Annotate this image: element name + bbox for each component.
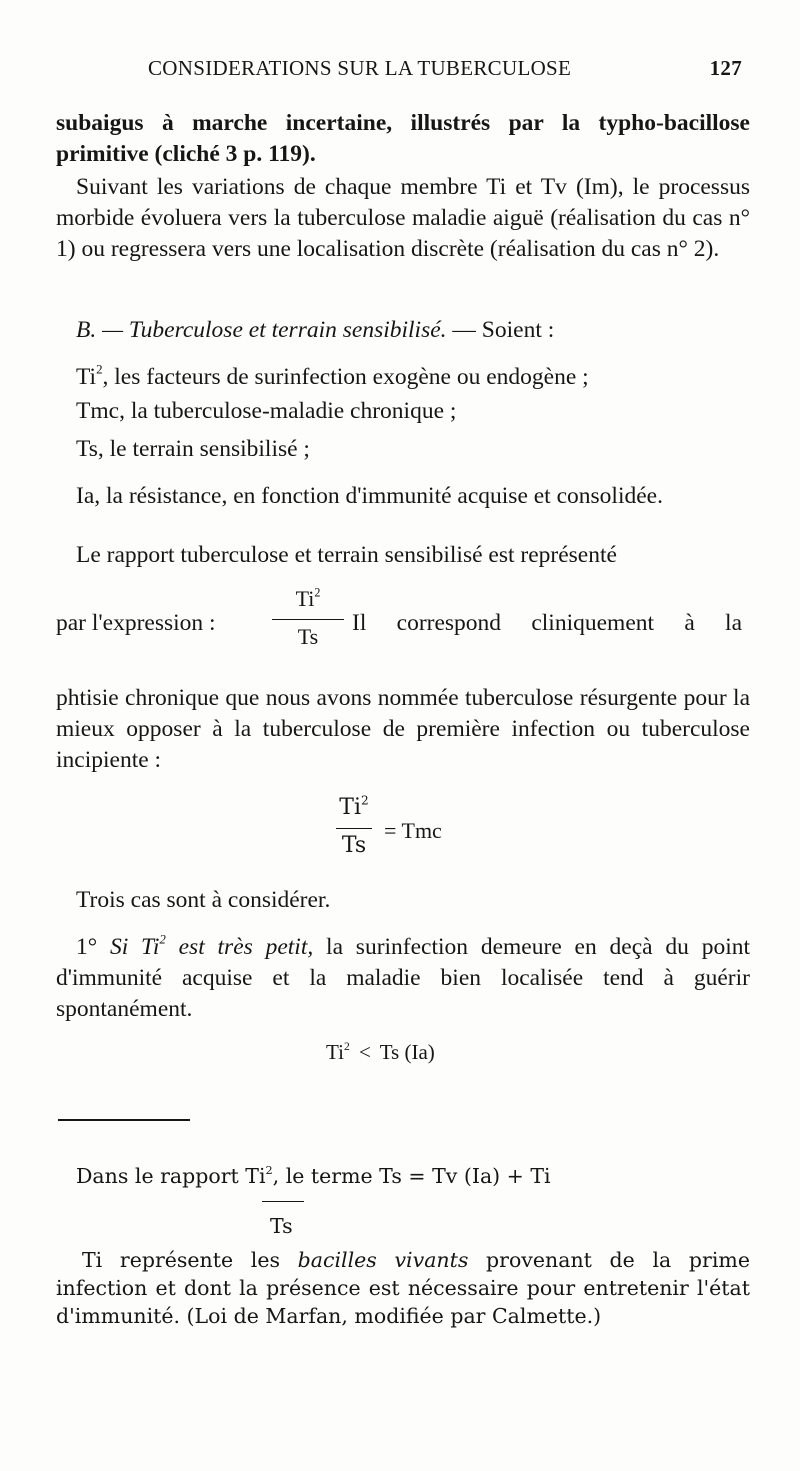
expression-after: Il correspond cliniquement à la (352, 610, 742, 636)
expression-before: par l'expression : (56, 610, 216, 636)
footnote-denominator: Ts (270, 1214, 293, 1238)
footnote-separator (58, 1119, 190, 1121)
expression-fraction (272, 585, 344, 649)
trois-cas: Trois cas sont à considérer. (76, 887, 331, 913)
paragraph-3: phtisie chronique que nous avons nommée tuberculose résurgente pour la mieux opposer à la tuberculose de première infection ou tuberculose incipiente : (56, 685, 750, 773)
page-number: 127 (709, 56, 742, 80)
running-title: CONSIDERATIONS SUR LA TUBERCULOSE (148, 56, 572, 80)
paragraph-1: subaigus à marche incertaine, illustrés par la typho-bacillose primitive (cliché 3 p. 119). (56, 110, 750, 167)
formula2: Ti$^2$ < Ts (Ia) (326, 1040, 435, 1064)
expression-numerator: Ti$^2$ (295, 585, 321, 611)
def-ti-symbol: Ti (76, 364, 97, 390)
section-b-heading (56, 315, 750, 346)
paragraph-2: Suivant les variations de chaque membre Ti et Tv (Im), le processus morbide évoluera vers la tuberculose maladie aiguë (réalisation du cas n° 1) ou regressera vers une localisation discrète (réalisation du cas n° 2). (56, 174, 750, 262)
footnote-line1: Dans le rapport Ti$^2$, le terme Ts = Tv (Ia) + Ti (76, 1163, 551, 1188)
fraction-bar (272, 619, 344, 620)
formula1-fraction (336, 793, 372, 858)
definition-ts (56, 434, 750, 465)
formula2-lhs: Ti (326, 1040, 344, 1064)
formula2-relation: < (358, 1040, 371, 1064)
case1-cond-a: Si Ti (109, 934, 160, 960)
case1-rest: la surinfection demeure en deçà du point d'immunité acquise et la maladie bien localisée tend à guérir spontanément. (56, 934, 750, 1022)
body-text-top (56, 108, 750, 265)
case1-number: 1° (76, 934, 98, 960)
case-1: 1° Si Ti$^2$ est très petit, la surinfection demeure en deçà du point d'immunité acquise et la maladie bien localisée tend à guérir spontanément. (56, 931, 750, 1022)
definition-tmc (56, 396, 750, 427)
def-ts-text: Ts, le terrain sensibilisé ; (76, 436, 310, 462)
section-b-label: B. — Tuberculose et terrain sensibilisé. (76, 317, 447, 343)
formula2-rhs: Ts (Ia) (379, 1040, 435, 1064)
def-tmc-text: Tmc, la tuberculose-maladie chronique ; (76, 398, 457, 424)
formula1-numerator: Ti$^2$ (339, 793, 369, 820)
def-ti-text: , les facteurs de surinfection exogène ou endogène ; (102, 364, 589, 390)
case1-cond-b: est très petit, (165, 934, 314, 960)
definition-ia: Ia, la résistance, en fonction d'immunité acquise et consolidée. (76, 483, 663, 509)
rapport-line: Le rapport tuberculose et terrain sensibilisé est représenté (76, 542, 617, 568)
def-ti-sup: 2 (96, 361, 103, 377)
formula1-denominator: Ts (341, 833, 367, 858)
section-b-tail: — Soient : (452, 317, 555, 343)
footnote-fraction-bar (262, 1201, 304, 1202)
footnote-bacilles: bacilles vivants (297, 1248, 469, 1272)
definition-ti (56, 362, 750, 393)
expression-denominator: Ts (297, 624, 319, 649)
formula1-rhs: = Tmc (384, 818, 442, 843)
formula1-bar (336, 828, 372, 829)
footnote-body: Ti représente les bacilles vivants provenant de la prime infection et dont la présence est nécessaire pour entretenir l'état d'immunité. (Loi de Marfan, modifiée par Calmette.) (56, 1248, 750, 1328)
